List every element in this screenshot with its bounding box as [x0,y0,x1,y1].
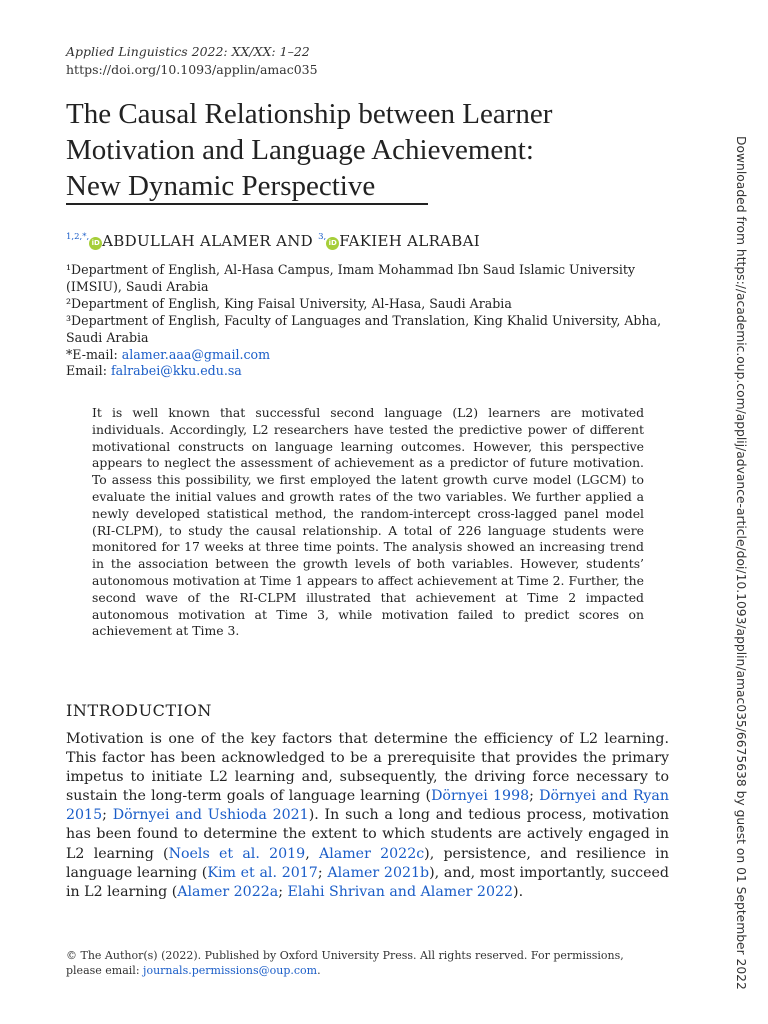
orcid-icon[interactable]: iD [89,237,102,250]
citation-link[interactable]: Alamer 2022a [177,883,279,900]
copyright-footer [66,949,686,978]
affiliation-1: ¹Department of English, Al-Hasa Campus, Imam Mohammad Ibn Saud Islamic University (IMSIU), Saudi Arabia [66,262,636,294]
author-conjunction: AND [276,232,313,250]
affiliations [66,262,676,380]
title-line: Motivation and Language Achievement: [66,134,534,166]
author-1-affiliation-marks[interactable]: 1,2,*, [66,232,90,242]
intro-paragraph [66,730,669,902]
body-text: ), and, most importantly, succeed in L2 learning ( [66,864,669,900]
journal-citation: Applied Linguistics 2022: XX/XX: 1–22 [66,44,310,59]
download-watermark: Downloaded from https://academic.oup.com/applij/advance-article/doi/10.1093/applin/amac035/6675638 by guest on 01 September 2022 [734,136,748,990]
citation-link[interactable]: Alamer 2021b [327,864,430,881]
separator: ; [317,864,328,881]
title-line: New Dynamic Perspective [66,170,376,202]
email-label: *E-mail: [66,346,122,362]
body-text: ). [513,883,524,900]
citation-link[interactable]: Dörnyei and Ushioda 2021 [112,807,309,824]
affiliation-2: ²Department of English, King Faisal University, Al-Hasa, Saudi Arabia [66,295,512,311]
secondary-email [66,363,676,380]
citation-link[interactable]: Dörnyei 1998 [431,788,530,805]
author-1-name: ABDULLAH ALAMER [102,232,272,250]
body-text: ). In such a long and tedious process, motivation has been found to determine the extent to which students are actively engaged in L2 learning ( [66,807,670,862]
orcid-icon[interactable]: iD [326,237,339,250]
doi-link[interactable]: https://doi.org/10.1093/applin/amac035 [66,62,318,77]
email-link[interactable]: alamer.aaa@gmail.com [121,346,271,362]
article-title [66,96,666,204]
permissions-suffix: . [317,963,321,977]
citation-link[interactable]: Kim et al. 2017 [207,864,318,881]
citation-link[interactable]: Elahi Shrivan and Alamer 2022 [287,883,514,900]
author-2-name: FAKIEH ALRABAI [339,232,480,250]
separator: ; [278,883,288,900]
citation-link[interactable]: Dörnyei and Ryan 2015 [66,788,669,824]
permissions-line [66,964,686,979]
email-link[interactable]: falrabei@kku.edu.sa [110,363,242,379]
permissions-prefix: please email: [66,963,144,977]
abstract: It is well known that successful second language (L2) learners are motivated individuals. Accordingly, L2 researchers have tested the predictive power of different motivational constructs on language learning outcomes. However, this perspective appears to neglect the assessment of achievement as a predictor of future motivation. To assess this possibility, we first employed the latent growth curve model (LGCM) to evaluate the initial values and growth rates of the two variables. We further applied a newly developed statistical method, the random-intercept cross-lagged panel model (RI-CLPM), to study the causal relationship. A total of 226 language students were monitored for 17 weeks at three time points. The analysis showed an increasing trend in the association between the growth levels of both variables. However, students’ autonomous motivation at Time 1 appears to affect achievement at Time 2. Further, the second wave of the RI-CLPM illustrated that achievement at Time 2 impacted autonomous motivation at Time 3, while motivation failed to predict scores on achievement at Time 3. [92,405,644,639]
body-text: Motivation is one of the key factors that determine the efficiency of L2 learning. This factor has been acknowledged to be a prerequisite that provides the primary impetus to initiate L2 learning and, subsequently, the driving force necessary to sustain the long-term goals of language learning ( [66,731,669,805]
author-line [66,232,480,250]
affiliation-3: ³Department of English, Faculty of Languages and Translation, King Khalid University, Abha, Saudi Arabia [66,312,662,345]
title-line: The Causal Relationship between Learner [66,98,553,130]
citation-link[interactable]: Alamer 2022c [318,845,425,862]
section-heading: INTRODUCTION [66,701,213,720]
permissions-email-link[interactable]: journals.permissions@oup.com [143,963,318,977]
citation-link[interactable]: Noels et al. 2019 [168,845,306,862]
copyright-line: © The Author(s) (2022). Published by Oxford University Press. All rights reserved. For permissions, [66,949,624,962]
author-2-affiliation-marks[interactable]: 3, [318,232,327,242]
title-divider [66,203,428,205]
separator: ; [529,788,540,805]
corresponding-email [66,347,676,364]
separator: , [305,845,319,862]
body-text: ), persistence, and resilience in language learning ( [66,845,669,881]
email-label: Email: [66,363,111,379]
separator: ; [102,807,113,824]
